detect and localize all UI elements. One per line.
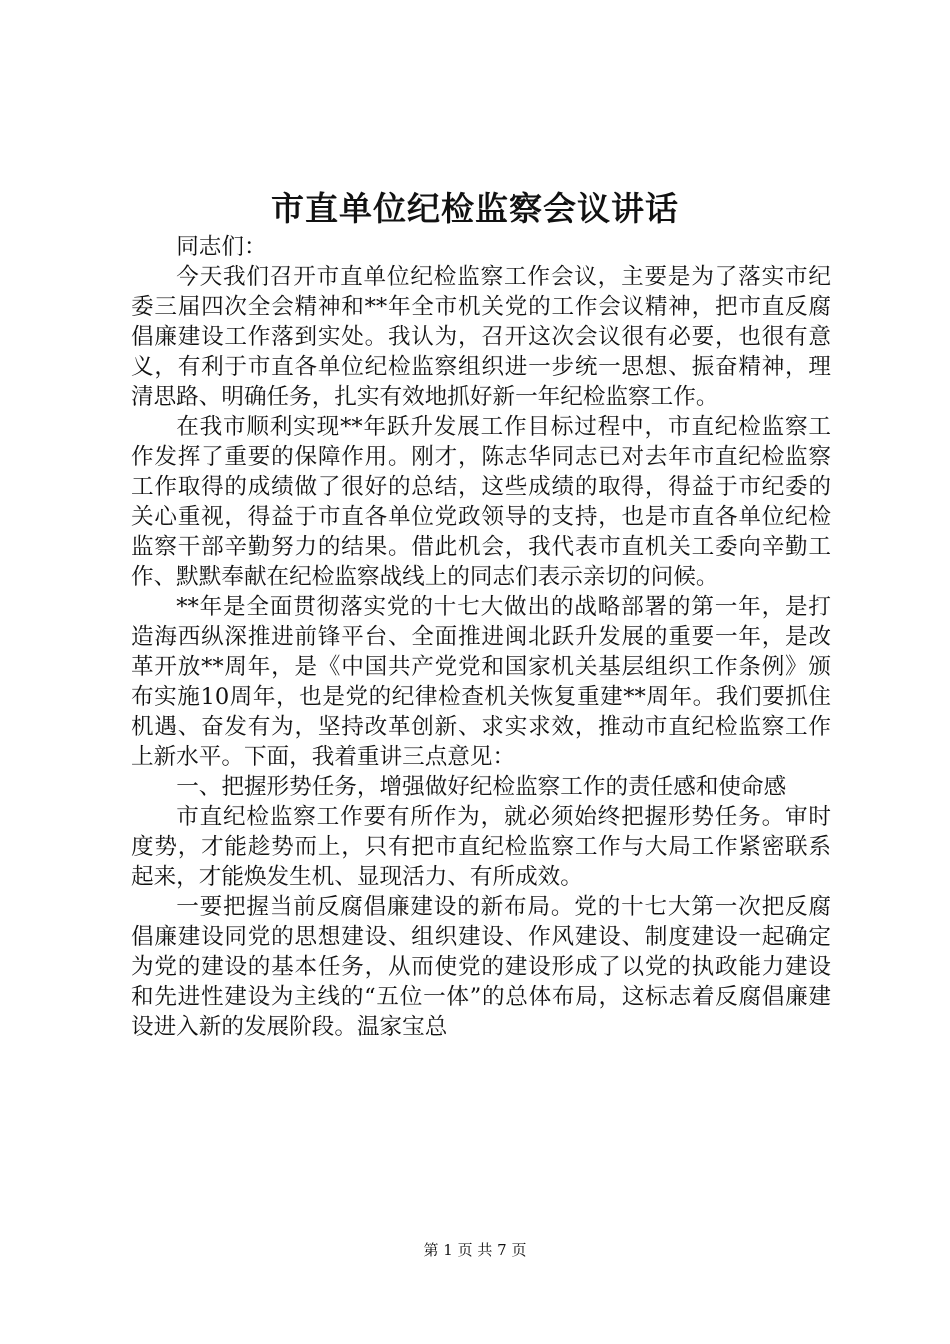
- document-title: 市直单位纪检监察会议讲话: [271, 189, 679, 228]
- document-body: [131, 232, 831, 1042]
- body-paragraph: 市直纪检监察工作要有所作为，就必须始终把握形势任务。审时度势，才能趁势而上，只有把市直纪检监察工作与大局工作紧密联系起来，才能焕发生机、显现活力、有所成效。: [131, 804, 831, 890]
- body-paragraph: 今天我们召开市直单位纪检监察工作会议，主要是为了落实市纪委三届四次全会精神和**年全市机关党的工作会议精神，把市直反腐倡廉建设工作落到实处。我认为，召开这次会议很有必要，也很有意义，有利于市直各单位纪检监察组织进一步统一思想、振奋精神，理清思路、明确任务，扎实有效地抓好新一年纪检监察工作。: [131, 264, 831, 410]
- body-paragraph: **年是全面贯彻落实党的十七大做出的战略部署的第一年，是打造海西纵深推进前锋平台、全面推进闽北跃升发展的重要一年，是改革开放**周年，是《中国共产党党和国家机关基层组织工作条例》颁布实施10周年，也是党的纪律检查机关恢复重建**周年。我们要抓住机遇、奋发有为，坚持改革创新、求实求效，推动市直纪检监察工作上新水平。下面，我着重讲三点意见：: [131, 594, 831, 770]
- page-footer: 第 1 页 共 7 页: [423, 1241, 527, 1259]
- body-paragraph: 一要把握当前反腐倡廉建设的新布局。党的十七大第一次把反腐倡廉建设同党的思想建设、组织建设、作风建设、制度建设一起确定为党的建设的基本任务，从而使党的建设形成了以党的执政能力建设和先进性建设为主线的“五位一体”的总体布局，这标志着反腐倡廉建设进入新的发展阶段。温家宝总: [131, 894, 831, 1040]
- body-paragraph: 在我市顺利实现**年跃升发展工作目标过程中，市直纪检监察工作发挥了重要的保障作用。刚才，陈志华同志已对去年市直纪检监察工作取得的成绩做了很好的总结，这些成绩的取得，得益于市纪委的关心重视，得益于市直各单位党政领导的支持，也是市直各单位纪检监察干部辛勤努力的结果。借此机会，我代表市直机关工委向辛勤工作、默默奉献在纪检监察战线上的同志们表示亲切的问候。: [131, 414, 831, 590]
- section-heading: 一、把握形势任务，增强做好纪检监察工作的责任感和使命感: [176, 774, 787, 800]
- salutation-paragraph: 同志们：: [176, 234, 267, 260]
